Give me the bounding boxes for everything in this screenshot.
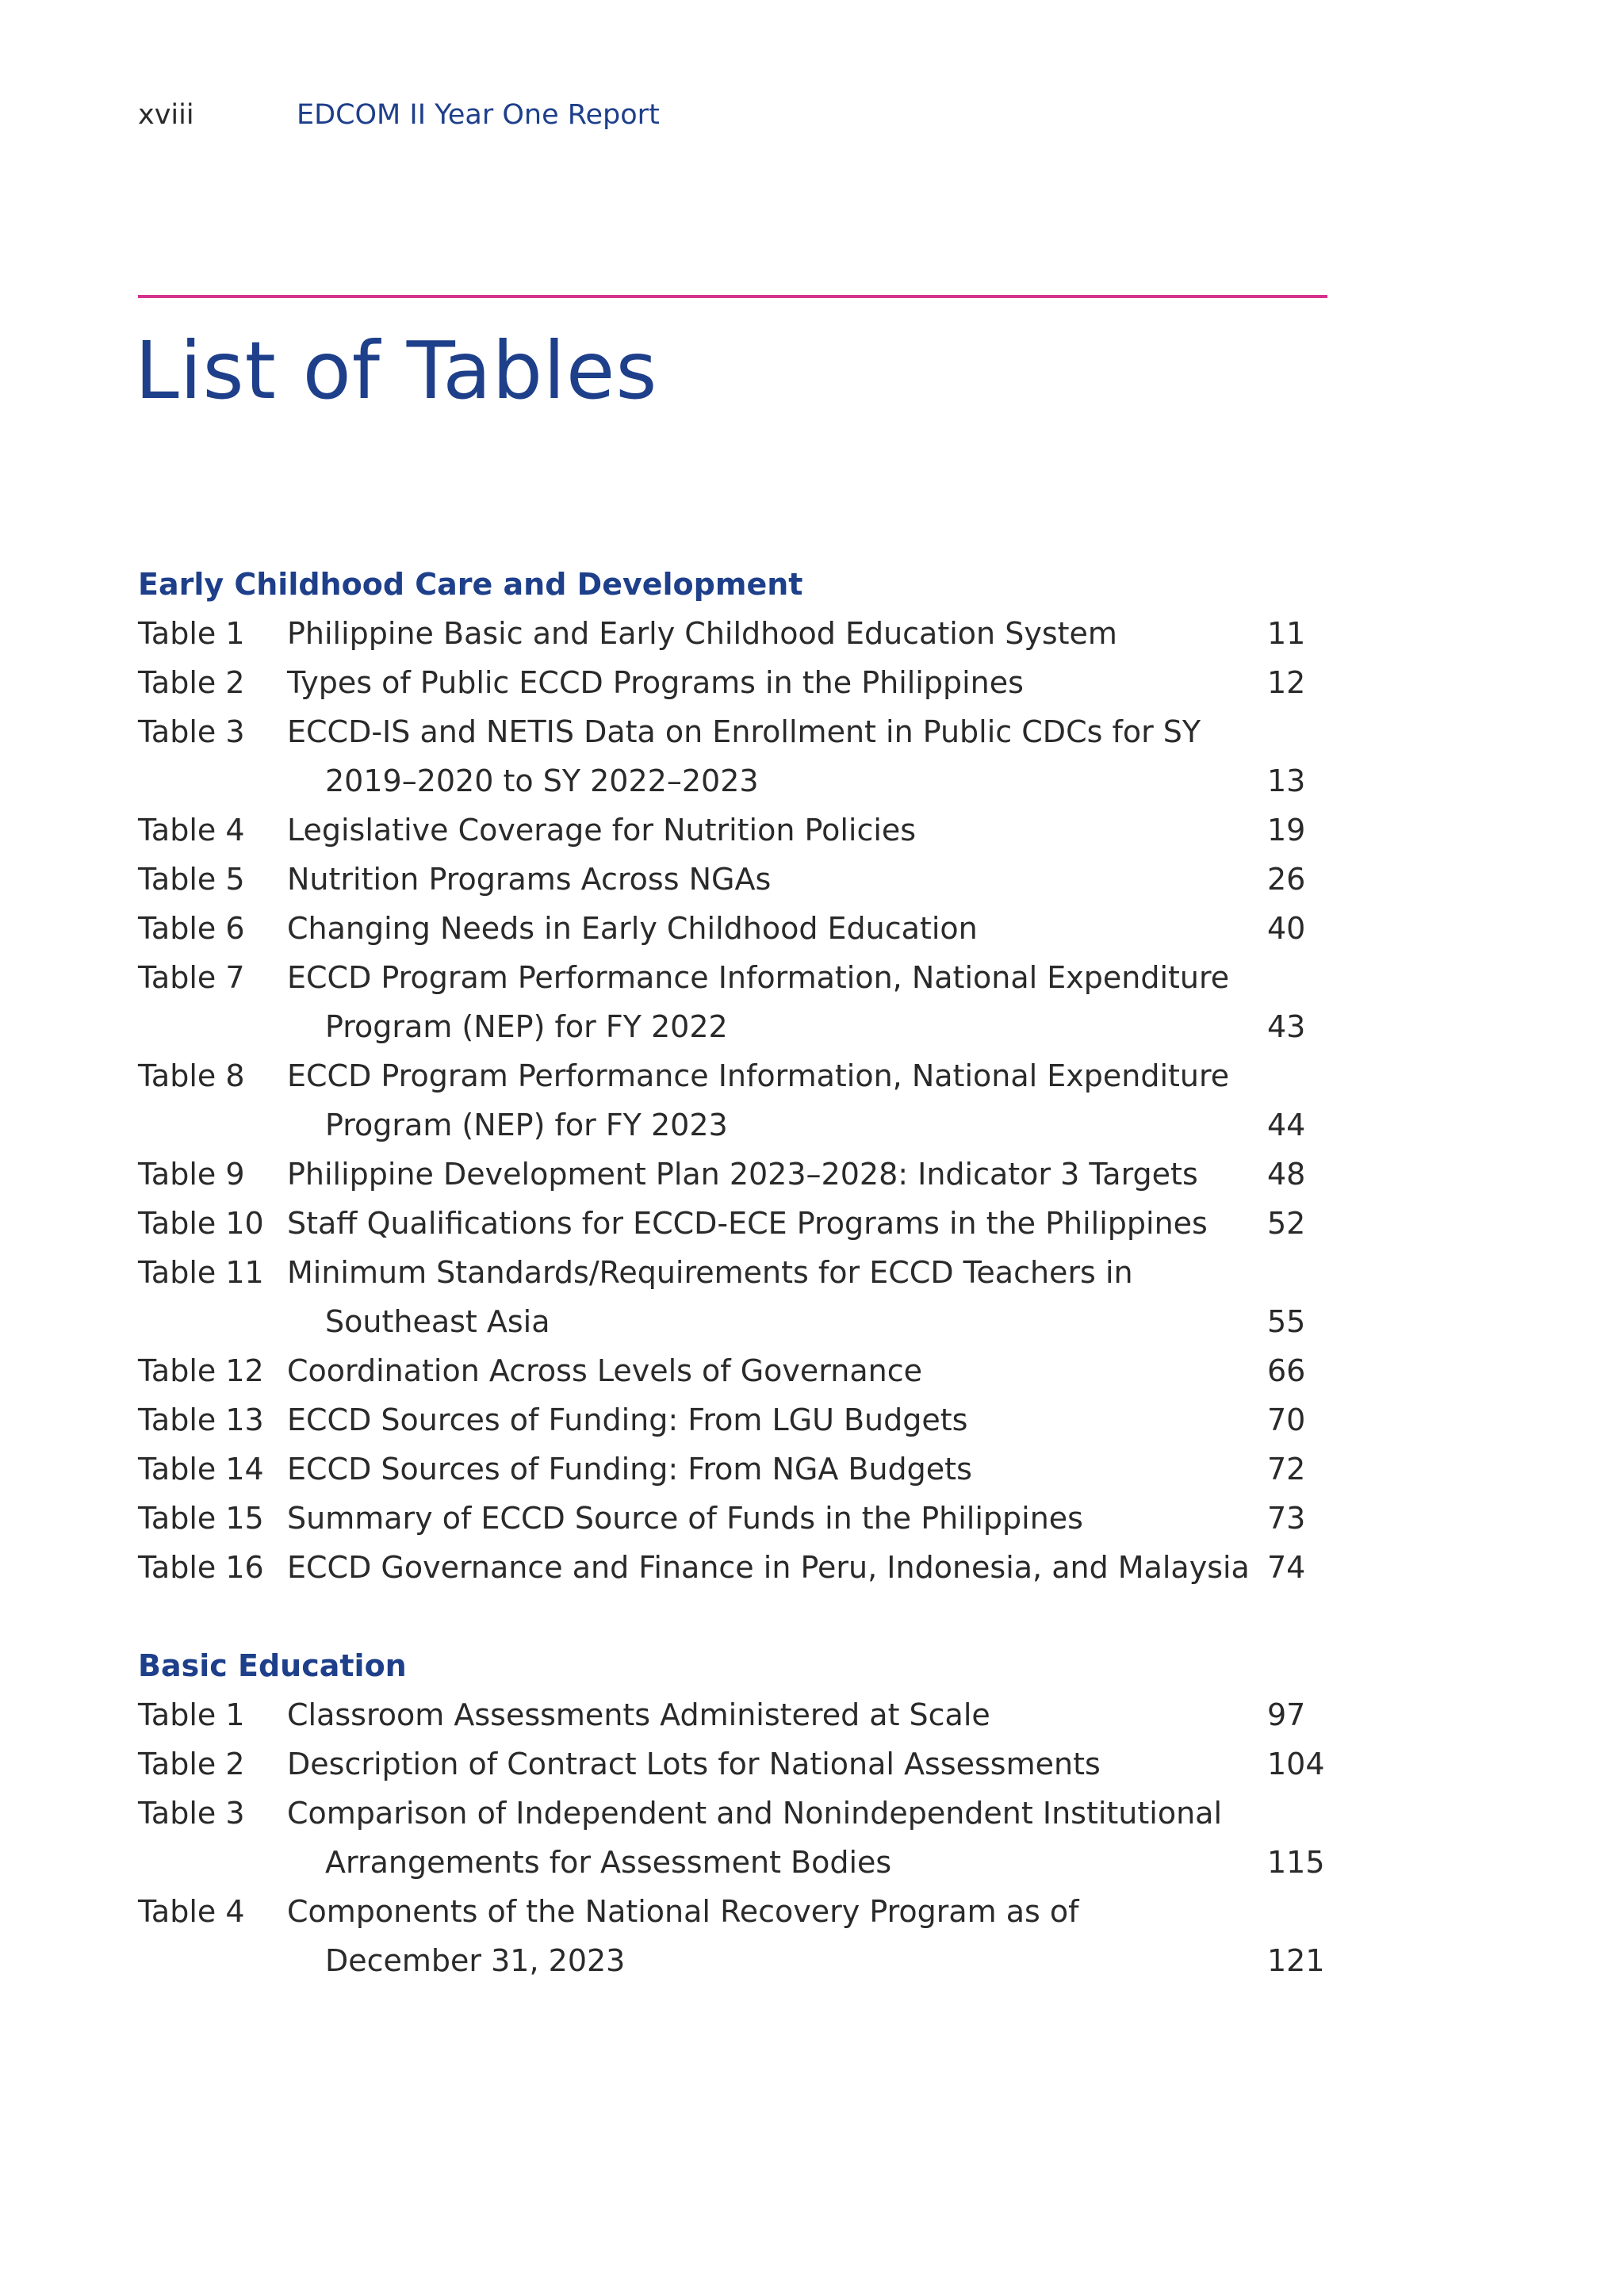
table-number: Table 11 (138, 1255, 264, 1290)
entry-title-block (287, 1445, 1327, 1494)
entry-title-block (287, 1887, 1327, 1985)
toc-entry[interactable] (138, 1150, 1327, 1199)
toc-section (138, 560, 1327, 1592)
entry-title-block (287, 1150, 1327, 1199)
toc-section (138, 1641, 1327, 1985)
table-title: Program (NEP) for FY 2023 (325, 1108, 728, 1142)
toc-entry[interactable] (138, 1445, 1327, 1494)
table-title: Program (NEP) for FY 2022 (325, 1009, 728, 1044)
toc-entry[interactable] (138, 1543, 1327, 1592)
page-ref: 48 (1267, 1157, 1306, 1192)
entry-title-block (287, 1543, 1327, 1592)
page-ref: 11 (1267, 616, 1306, 651)
toc-entry[interactable] (138, 1494, 1327, 1543)
entry-line (287, 1789, 1327, 1838)
entry-line (287, 1002, 1327, 1051)
entry-title-block (287, 1346, 1327, 1395)
page-ref-spacer (1267, 1887, 1327, 1936)
page-ref: 40 (1267, 911, 1306, 946)
entry-line (287, 1887, 1327, 1936)
page-ref: 43 (1267, 1009, 1306, 1044)
page-ref: 97 (1267, 1697, 1306, 1732)
entry-line (287, 953, 1327, 1002)
table-title: ECCD-IS and NETIS Data on Enrollment in Public CDCs for SY (287, 714, 1201, 749)
table-title: Staff Qualifications for ECCD-ECE Programs in the Philippines (287, 1206, 1208, 1241)
toc-entry[interactable] (138, 904, 1327, 953)
entry-line (287, 1248, 1327, 1297)
page-ref-spacer (1267, 1051, 1327, 1100)
entry-title-block (287, 806, 1327, 855)
page-ref-spacer (1267, 1248, 1327, 1297)
entry-title-block (287, 953, 1327, 1051)
table-number: Table 12 (138, 1353, 264, 1388)
table-number: Table 4 (138, 813, 245, 848)
table-title: December 31, 2023 (325, 1943, 626, 1978)
entry-line (287, 1543, 1327, 1592)
table-title: Legislative Coverage for Nutrition Policies (287, 813, 917, 848)
entry-line (287, 1100, 1327, 1150)
entry-line (287, 1395, 1327, 1445)
entry-line (287, 1297, 1327, 1346)
entry-title-block (287, 658, 1327, 707)
entry-line (287, 1739, 1327, 1789)
title-rule (138, 295, 1327, 298)
table-number: Table 9 (138, 1157, 245, 1192)
toc-entry[interactable] (138, 609, 1327, 658)
entry-line (287, 1838, 1327, 1887)
toc-entry[interactable] (138, 707, 1327, 806)
entry-title-block (287, 1248, 1327, 1346)
table-title: Description of Contract Lots for National Assessments (287, 1747, 1101, 1781)
entry-line (287, 806, 1327, 855)
entry-title-block (287, 855, 1327, 904)
entry-title-block (287, 1690, 1327, 1739)
page-ref: 70 (1267, 1402, 1306, 1437)
page-ref: 72 (1267, 1452, 1306, 1487)
table-title: 2019–2020 to SY 2022–2023 (325, 763, 759, 798)
page-ref: 74 (1267, 1550, 1306, 1585)
entry-line (287, 1346, 1327, 1395)
table-title: Components of the National Recovery Program as of (287, 1894, 1079, 1929)
table-title: Philippine Basic and Early Childhood Education System (287, 616, 1117, 651)
table-number: Table 7 (138, 960, 245, 995)
toc-entry[interactable] (138, 1248, 1327, 1346)
entry-line (287, 1494, 1327, 1543)
table-number: Table 2 (138, 665, 245, 700)
table-title: ECCD Program Performance Information, National Expenditure (287, 1058, 1230, 1093)
table-number: Table 15 (138, 1501, 264, 1536)
table-title: Classroom Assessments Administered at Scale (287, 1697, 990, 1732)
entry-line (287, 707, 1327, 756)
table-title: ECCD Program Performance Information, National Expenditure (287, 960, 1230, 995)
running-header (138, 95, 660, 135)
table-number: Table 16 (138, 1550, 264, 1585)
page-title: List of Tables (135, 324, 658, 417)
toc-entry[interactable] (138, 1199, 1327, 1248)
table-number: Table 1 (138, 616, 245, 651)
entry-title-block (287, 1789, 1327, 1887)
table-number: Table 8 (138, 1058, 245, 1093)
entry-line (287, 609, 1327, 658)
table-title: Philippine Development Plan 2023–2028: Indicator 3 Targets (287, 1157, 1198, 1192)
toc-entry[interactable] (138, 1346, 1327, 1395)
table-number: Table 10 (138, 1206, 264, 1241)
page-ref: 52 (1267, 1206, 1306, 1241)
entry-line (287, 658, 1327, 707)
page-ref-spacer (1267, 707, 1327, 756)
page-ref: 104 (1267, 1747, 1325, 1781)
page-number: xviii (138, 99, 194, 131)
page-ref: 44 (1267, 1108, 1306, 1142)
table-number: Table 1 (138, 1697, 245, 1732)
table-number: Table 3 (138, 714, 245, 749)
table-title: Types of Public ECCD Programs in the Philippines (287, 665, 1024, 700)
entry-line (287, 855, 1327, 904)
table-title: ECCD Governance and Finance in Peru, Indonesia, and Malaysia (287, 1550, 1250, 1585)
toc-entry[interactable] (138, 1690, 1327, 1739)
entry-line (287, 1936, 1327, 1985)
page-ref: 13 (1267, 763, 1306, 798)
entry-title-block (287, 707, 1327, 806)
page-ref: 12 (1267, 665, 1306, 700)
table-title: Minimum Standards/Requirements for ECCD Teachers in (287, 1255, 1133, 1290)
table-number: Table 6 (138, 911, 245, 946)
toc-entry[interactable] (138, 1739, 1327, 1789)
page-ref: 115 (1267, 1845, 1325, 1880)
toc-entry[interactable] (138, 658, 1327, 707)
entry-line (287, 1051, 1327, 1100)
toc-entry[interactable] (138, 1789, 1327, 1887)
table-title: Southeast Asia (325, 1304, 550, 1339)
table-title: Comparison of Independent and Nonindependent Institutional (287, 1796, 1223, 1831)
section-title: Early Childhood Care and Development (138, 567, 803, 602)
page-ref-spacer (1267, 1789, 1327, 1838)
page-ref-spacer (1267, 953, 1327, 1002)
entry-line (287, 1690, 1327, 1739)
entry-line (287, 1150, 1327, 1199)
page-ref: 66 (1267, 1353, 1306, 1388)
list-of-tables (138, 560, 1327, 2034)
entry-title-block (287, 904, 1327, 953)
entry-title-block (287, 1051, 1327, 1150)
report-title: EDCOM II Year One Report (297, 99, 660, 131)
table-number: Table 13 (138, 1402, 264, 1437)
page-ref: 73 (1267, 1501, 1306, 1536)
page-ref: 19 (1267, 813, 1306, 848)
page-ref: 55 (1267, 1304, 1306, 1339)
entry-line (287, 756, 1327, 806)
entry-line (287, 1199, 1327, 1248)
table-number: Table 14 (138, 1452, 264, 1487)
page-ref: 26 (1267, 862, 1306, 897)
table-title: Summary of ECCD Source of Funds in the Philippines (287, 1501, 1083, 1536)
entry-title-block (287, 1199, 1327, 1248)
toc-entry[interactable] (138, 806, 1327, 855)
table-number: Table 3 (138, 1796, 245, 1831)
toc-entry[interactable] (138, 855, 1327, 904)
entry-title-block (287, 1739, 1327, 1789)
table-number: Table 5 (138, 862, 245, 897)
page-ref: 121 (1267, 1943, 1325, 1978)
table-title: Coordination Across Levels of Governance (287, 1353, 922, 1388)
table-number: Table 4 (138, 1894, 245, 1929)
table-title: Changing Needs in Early Childhood Education (287, 911, 978, 946)
table-number: Table 2 (138, 1747, 245, 1781)
entry-line (287, 904, 1327, 953)
toc-entry[interactable] (138, 953, 1327, 1051)
toc-entry[interactable] (138, 1887, 1327, 1985)
table-title: ECCD Sources of Funding: From NGA Budgets (287, 1452, 972, 1487)
toc-entry[interactable] (138, 1395, 1327, 1445)
entry-line (287, 1445, 1327, 1494)
table-title: Arrangements for Assessment Bodies (325, 1845, 892, 1880)
entry-title-block (287, 1494, 1327, 1543)
section-title: Basic Education (138, 1648, 407, 1683)
entry-title-block (287, 1395, 1327, 1445)
entry-title-block (287, 609, 1327, 658)
table-title: ECCD Sources of Funding: From LGU Budgets (287, 1402, 968, 1437)
table-title: Nutrition Programs Across NGAs (287, 862, 772, 897)
toc-entry[interactable] (138, 1051, 1327, 1150)
